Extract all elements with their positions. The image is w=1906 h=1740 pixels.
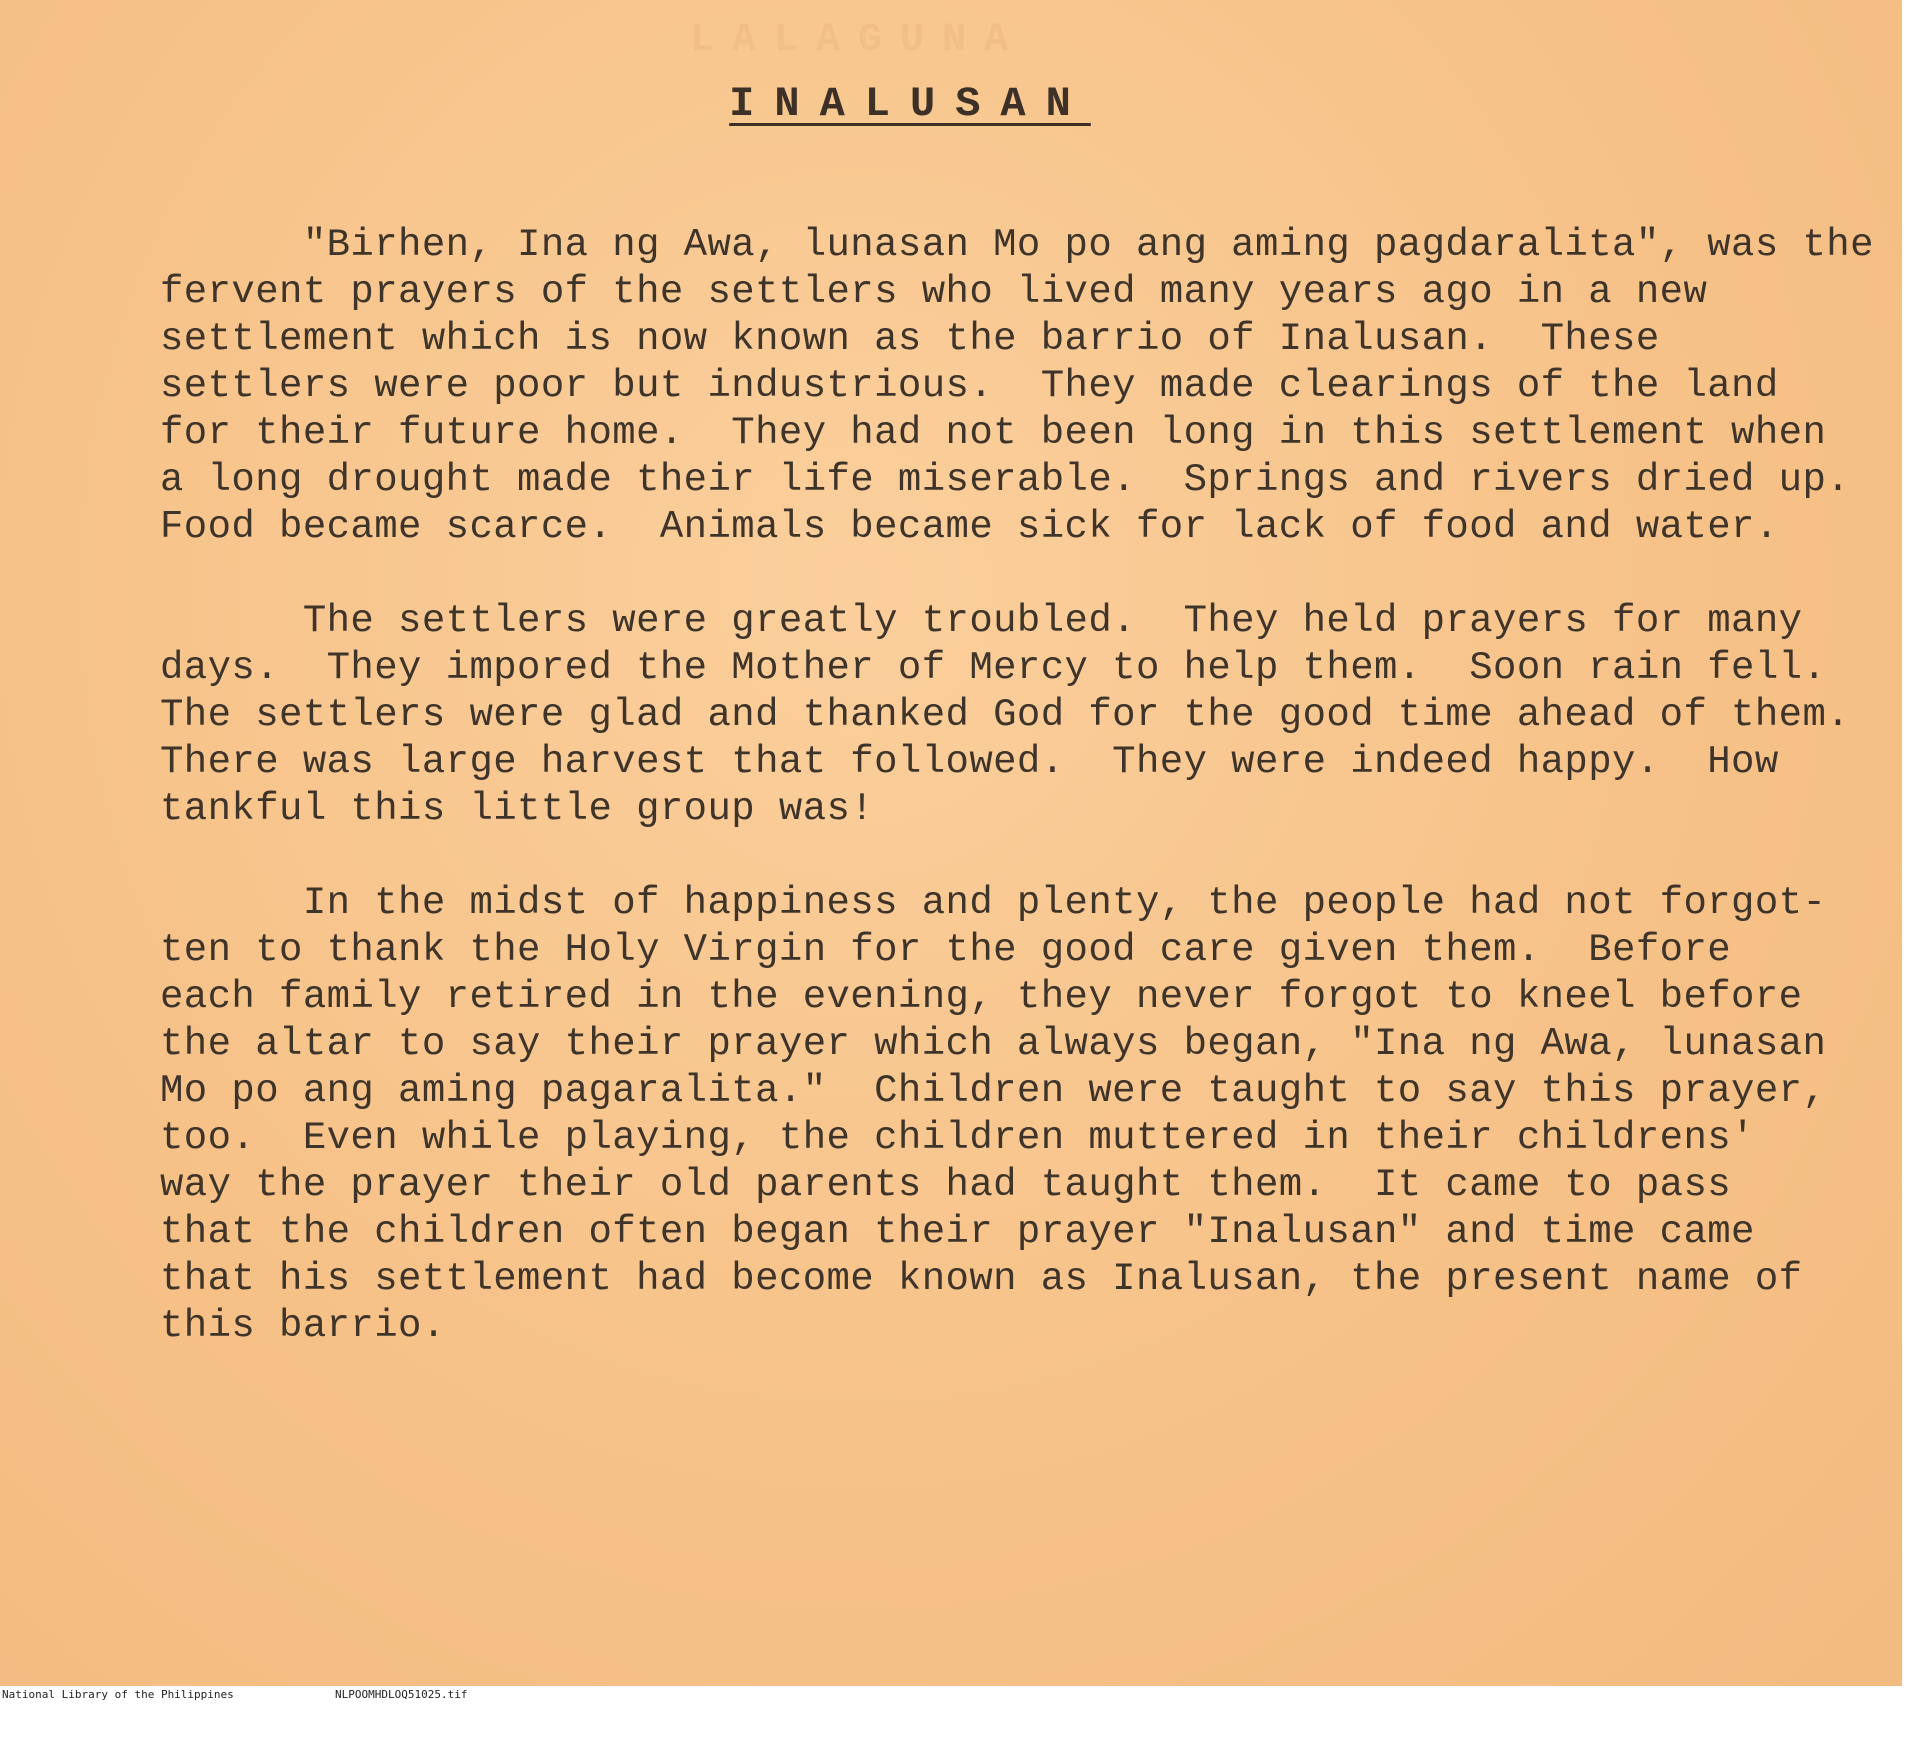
footer-source: National Library of the Philippines [2, 1688, 234, 1701]
text-line: tankful this little group was! [160, 787, 875, 831]
text-line: Food became scarce. Animals became sick for lack of food and water. [160, 505, 1779, 549]
text-line: In the midst of happiness and plenty, the people had not forgot- [160, 881, 1827, 925]
text-line: The settlers were greatly troubled. They held prayers for many [160, 599, 1803, 643]
text-line: each family retired in the evening, they never forgot to kneel before [160, 975, 1803, 1019]
text-line: the altar to say their prayer which always began, "Ina ng Awa, lunasan [160, 1022, 1827, 1066]
text-line: too. Even while playing, the children muttered in their childrens' [160, 1116, 1755, 1160]
text-line: ten to thank the Holy Virgin for the good care given them. Before [160, 928, 1732, 972]
text-line: "Birhen, Ina ng Awa, lunasan Mo po ang aming pagdaralita", was the [160, 223, 1874, 267]
scan-footer [0, 1686, 1906, 1704]
text-line: settlers were poor but industrious. They made clearings of the land [160, 364, 1779, 408]
paragraph-3 [160, 880, 1860, 1350]
document-body [160, 222, 1874, 1397]
text-line: way the prayer their old parents had taught them. It came to pass [160, 1163, 1732, 1207]
text-line: Mo po ang aming pagaralita." Children were taught to say this prayer, [160, 1069, 1827, 1113]
text-line: The settlers were glad and thanked God for the good time ahead of them. [160, 693, 1851, 737]
text-line: days. They impored the Mother of Mercy to help them. Soon rain fell. [160, 646, 1827, 690]
text-line: this barrio. [160, 1304, 446, 1348]
text-line: that his settlement had become known as Inalusan, the present name of [160, 1257, 1803, 1301]
show-through-heading: LALAGUNA [690, 18, 1027, 63]
text-line: fervent prayers of the settlers who lived many years ago in a new [160, 270, 1708, 314]
text-line: for their future home. They had not been long in this settlement when [160, 411, 1827, 455]
document-title: INALUSAN [729, 80, 1091, 128]
text-line: a long drought made their life miserable. Springs and rivers dried up. [160, 458, 1851, 502]
footer-filename: NLPOOMHDLOQ51025.tif [335, 1688, 468, 1701]
paragraph-1 [160, 222, 1874, 551]
paragraph-2 [160, 598, 1860, 833]
text-line: that the children often began their prayer "Inalusan" and time came [160, 1210, 1755, 1254]
text-line: There was large harvest that followed. They were indeed happy. How [160, 740, 1779, 784]
text-line: settlement which is now known as the barrio of Inalusan. These [160, 317, 1660, 361]
